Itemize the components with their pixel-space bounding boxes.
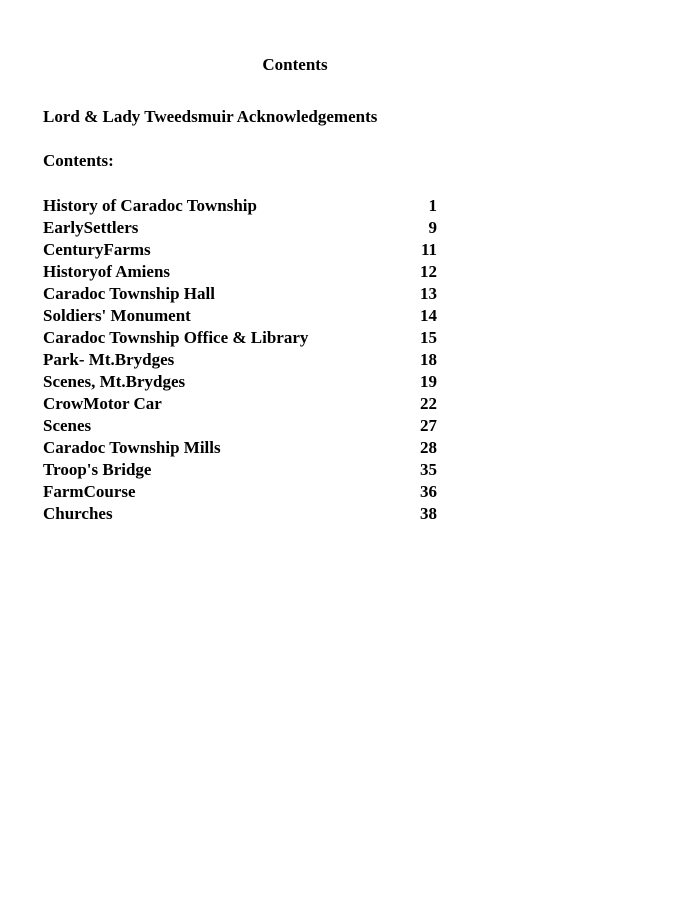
toc-entry-page: 36 <box>420 482 437 501</box>
acknowledgement-line: Lord & Lady Tweedsmuir Acknowledgements <box>43 107 378 126</box>
toc-entry <box>43 371 443 393</box>
toc-entry-title: Soldiers' Monument <box>43 306 191 325</box>
toc-entry-title: Caradoc Township Hall <box>43 284 215 303</box>
toc-entry <box>43 437 443 459</box>
toc-entry-page: 11 <box>420 240 437 259</box>
toc-entry-title: Troop's Bridge <box>43 460 152 479</box>
toc-entry <box>43 349 443 371</box>
toc-entry-title: Churches <box>43 504 113 523</box>
toc-entry-title: Scenes <box>43 416 92 435</box>
toc-entry-title: Scenes, Mt.Brydges <box>43 372 186 391</box>
toc-entry-title: Park- Mt.Brydges <box>43 350 175 369</box>
toc-entry-title: EarlySettlers <box>43 218 139 237</box>
toc-entry <box>43 503 443 525</box>
toc-entry <box>43 481 443 503</box>
toc-entry-page: 22 <box>420 394 437 413</box>
toc-entry-page: 38 <box>420 504 437 523</box>
toc-entry-title: CrowMotor Car <box>43 394 162 413</box>
page-title: Contents <box>262 55 328 74</box>
contents-label: Contents: <box>43 151 114 170</box>
toc-entry <box>43 305 443 327</box>
toc-entry <box>43 393 443 415</box>
toc-entry-title: CenturyFarms <box>43 240 151 259</box>
toc-entry <box>43 327 443 349</box>
toc-entry <box>43 283 443 305</box>
toc-entry-page: 27 <box>420 416 437 435</box>
toc-entry-title: Caradoc Township Mills <box>43 438 221 457</box>
toc-entry <box>43 261 443 283</box>
toc-entry <box>43 459 443 481</box>
toc-entry-page: 15 <box>420 328 437 347</box>
toc-entry <box>43 195 443 217</box>
toc-entry-page: 18 <box>420 350 437 369</box>
toc-entry-page: 13 <box>420 284 437 303</box>
toc-entry-title: Caradoc Township Office & Library <box>43 328 309 347</box>
toc-entry <box>43 415 443 437</box>
toc-entry-page: 12 <box>420 262 437 281</box>
toc-entry-page: 14 <box>420 306 437 325</box>
toc-entry <box>43 239 443 261</box>
toc-entry-page: 35 <box>420 460 437 479</box>
toc-entry <box>43 217 443 239</box>
toc-entry-page: 1 <box>428 196 437 215</box>
toc-entry-page: 19 <box>420 372 437 391</box>
toc-entry-title: Historyof Amiens <box>43 262 171 281</box>
toc-entry-title: FarmCourse <box>43 482 136 501</box>
toc-entry-title: History of Caradoc Township <box>43 196 257 215</box>
toc-entry-page: 28 <box>420 438 437 457</box>
table-of-contents <box>43 195 443 525</box>
toc-entry-page: 9 <box>428 218 437 237</box>
